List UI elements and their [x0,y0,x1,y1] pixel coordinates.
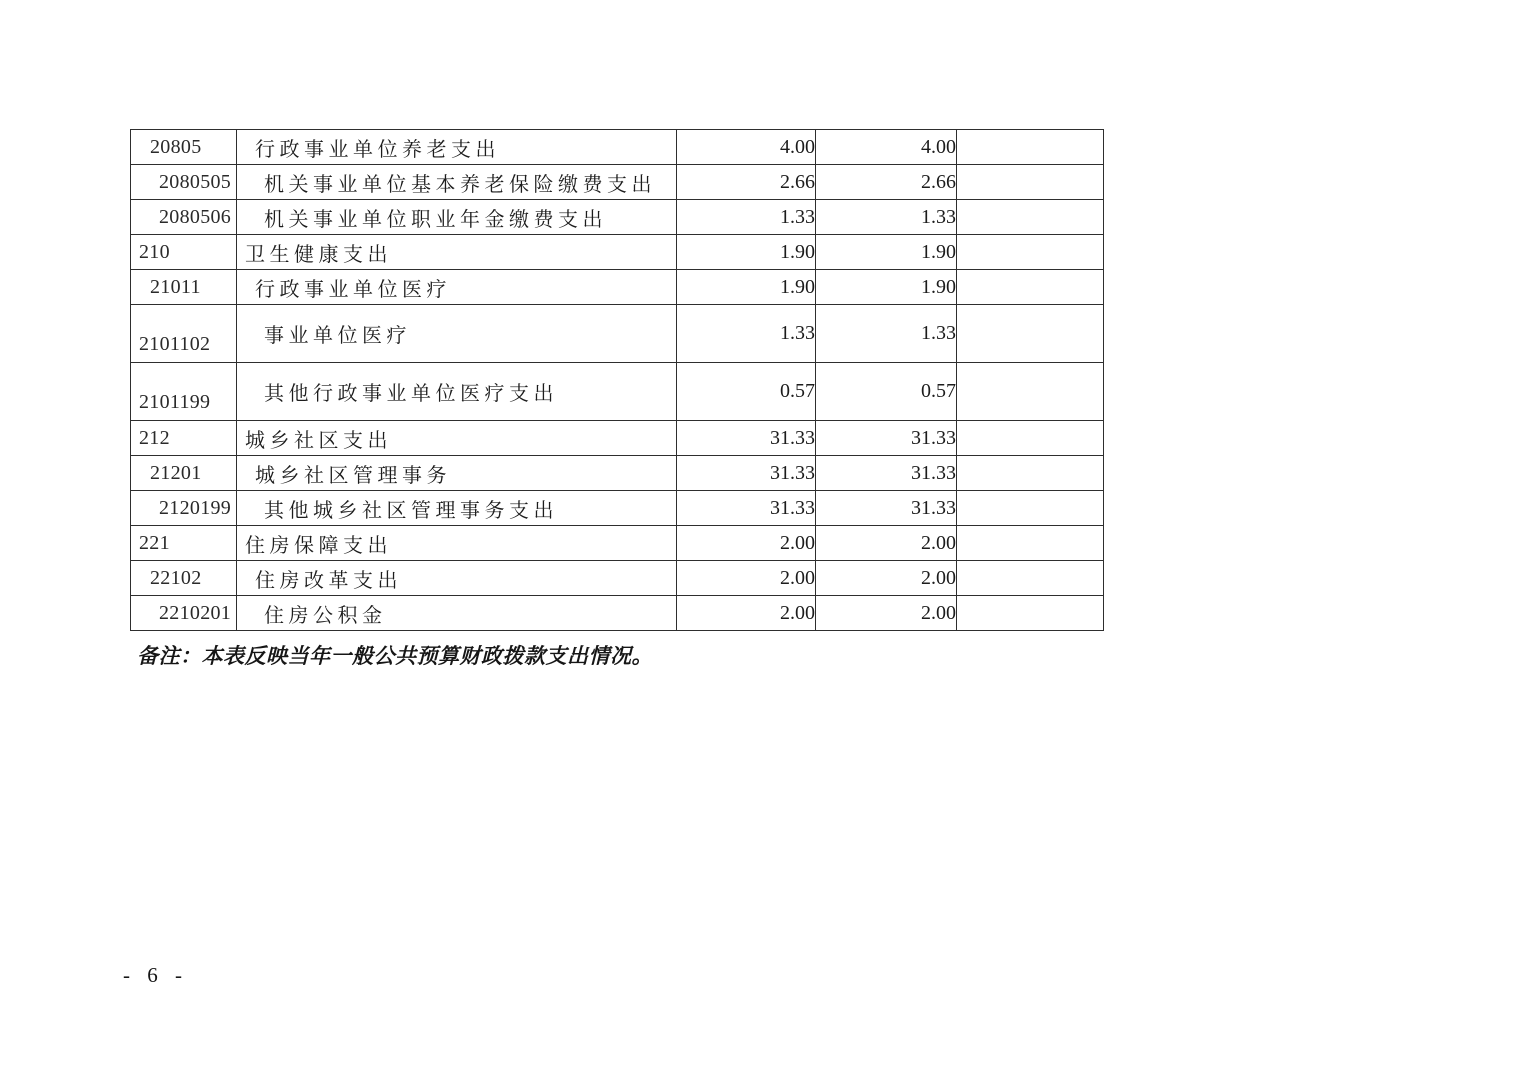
table-note: 备注：本表反映当年一般公共预算财政拨款支出情况。 [137,644,653,668]
blank-cell [957,270,1104,305]
code-cell: 21201 [131,456,237,491]
amount1-cell: 2.00 [677,596,816,631]
table-row [131,305,1104,363]
name-cell: 机关事业单位职业年金缴费支出 [237,200,677,235]
name-cell: 行政事业单位养老支出 [237,130,677,165]
code-cell: 212 [131,421,237,456]
name-cell: 事业单位医疗 [237,305,677,363]
amount2-cell: 2.00 [816,596,957,631]
amount1-cell: 0.57 [677,363,816,421]
blank-cell [957,421,1104,456]
name-cell: 其他行政事业单位医疗支出 [237,363,677,421]
blank-cell [957,363,1104,421]
code-cell: 21011 [131,270,237,305]
name-cell: 其他城乡社区管理事务支出 [237,491,677,526]
blank-cell [957,561,1104,596]
blank-cell [957,456,1104,491]
name-cell: 城乡社区支出 [237,421,677,456]
name-cell: 住房保障支出 [237,526,677,561]
amount2-cell: 31.33 [816,421,957,456]
amount2-cell: 1.90 [816,235,957,270]
amount1-cell: 1.33 [677,305,816,363]
code-cell: 2210201 [131,596,237,631]
amount1-cell: 31.33 [677,421,816,456]
name-cell: 行政事业单位医疗 [237,270,677,305]
amount2-cell: 31.33 [816,456,957,491]
table-row [131,363,1104,421]
code-cell: 2120199 [131,491,237,526]
amount2-cell: 2.66 [816,165,957,200]
code-cell: 221 [131,526,237,561]
table-row [131,235,1104,270]
code-cell: 2101199 [131,363,237,421]
amount2-cell: 2.00 [816,561,957,596]
amount1-cell: 1.33 [677,200,816,235]
name-cell: 机关事业单位基本养老保险缴费支出 [237,165,677,200]
code-cell: 22102 [131,561,237,596]
amount2-cell: 1.90 [816,270,957,305]
amount1-cell: 31.33 [677,456,816,491]
amount1-cell: 31.33 [677,491,816,526]
table-row [131,270,1104,305]
table-row [131,165,1104,200]
budget-expenditure-table [130,129,1104,631]
table-row [131,491,1104,526]
code-cell: 20805 [131,130,237,165]
amount2-cell: 4.00 [816,130,957,165]
table-row [131,561,1104,596]
amount1-cell: 2.66 [677,165,816,200]
name-cell: 城乡社区管理事务 [237,456,677,491]
amount2-cell: 1.33 [816,305,957,363]
name-cell: 住房公积金 [237,596,677,631]
table-row [131,200,1104,235]
amount1-cell: 1.90 [677,235,816,270]
table-row [131,596,1104,631]
blank-cell [957,491,1104,526]
blank-cell [957,235,1104,270]
amount1-cell: 2.00 [677,526,816,561]
blank-cell [957,200,1104,235]
amount2-cell: 1.33 [816,200,957,235]
code-cell: 2080505 [131,165,237,200]
amount1-cell: 2.00 [677,561,816,596]
blank-cell [957,526,1104,561]
table-row [131,130,1104,165]
code-cell: 2101102 [131,305,237,363]
amount2-cell: 0.57 [816,363,957,421]
name-cell: 住房改革支出 [237,561,677,596]
table-row [131,421,1104,456]
name-cell: 卫生健康支出 [237,235,677,270]
amount2-cell: 31.33 [816,491,957,526]
code-cell: 210 [131,235,237,270]
table-row [131,456,1104,491]
blank-cell [957,130,1104,165]
page-number: - 6 - [123,963,188,987]
amount2-cell: 2.00 [816,526,957,561]
code-cell: 2080506 [131,200,237,235]
amount1-cell: 1.90 [677,270,816,305]
blank-cell [957,165,1104,200]
blank-cell [957,596,1104,631]
blank-cell [957,305,1104,363]
table-row [131,526,1104,561]
amount1-cell: 4.00 [677,130,816,165]
